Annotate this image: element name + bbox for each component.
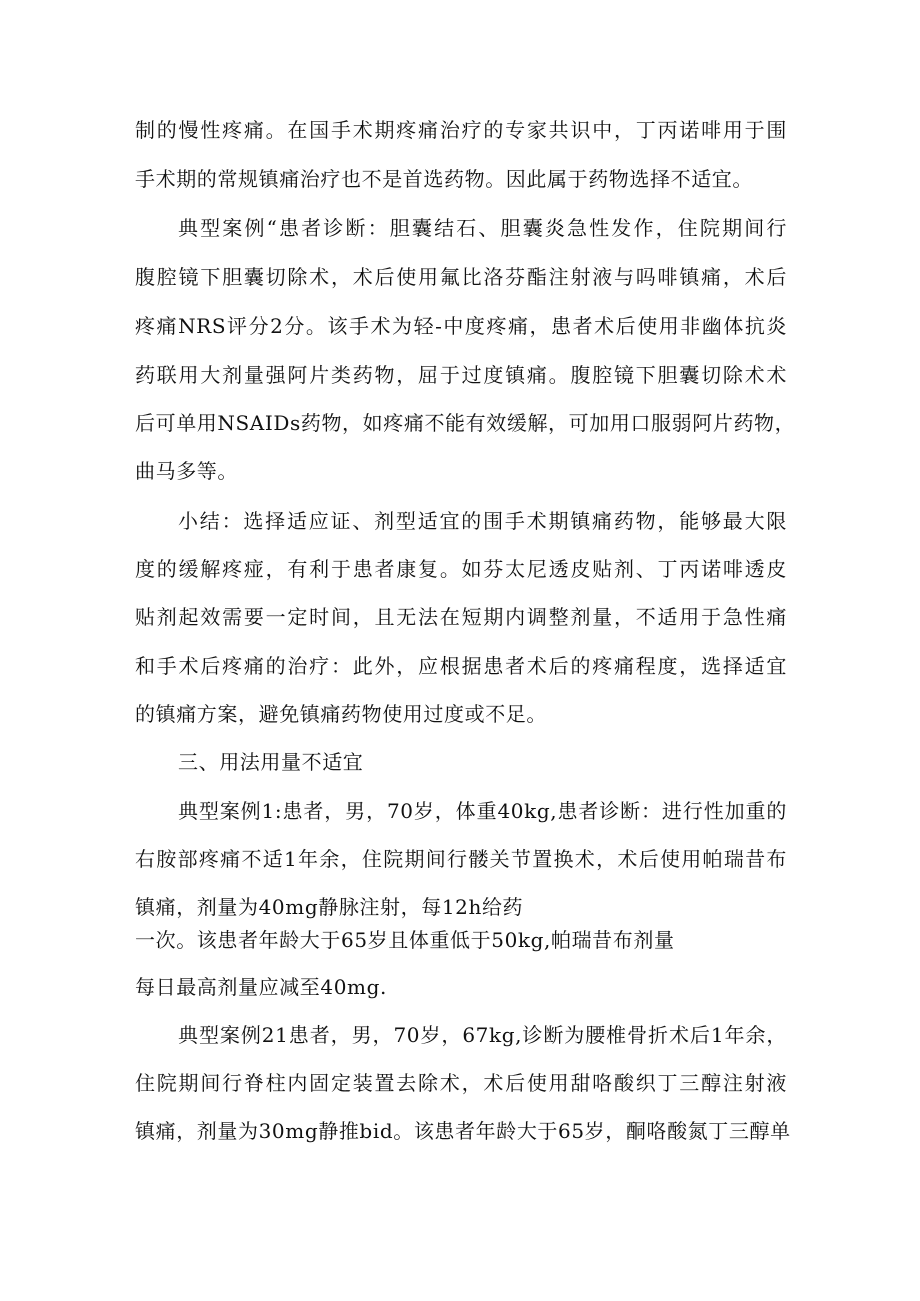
- paragraph-2-line-2: 腹腔镜下胆囊切除术，术后使用氟比洛芬酯注射液与吗啡镇痛，术后: [135, 265, 787, 289]
- paragraph-5-line-2: 住院期间行脊柱内固定装置去除术，术后使用甜咯酸织丁三醇注射液: [135, 1071, 787, 1095]
- paragraph-2-line-3: 疼痛NRS评分2分。该手术为轻-中度疼痛，患者术后使用非幽体抗炎: [135, 314, 787, 338]
- section-heading-3: 三、用法用量不适宜: [178, 750, 364, 774]
- paragraph-4-line-3: 镇痛，剂量为40mg静脉注射，每12h给药: [135, 895, 524, 919]
- paragraph-2-line-6: 曲马多等。: [135, 459, 238, 483]
- paragraph-5-line-1: 典型案例21患者，男，70岁，67kg,诊断为腰椎骨折术后1年余，: [178, 1023, 787, 1047]
- paragraph-2-line-1: 典型案例“患者诊断：胆囊结石、胆囊炎急性发作，住院期间行: [178, 216, 787, 240]
- paragraph-3-line-3: 贴剂起效需要一定时间，且无法在短期内调整剂量，不适用于急性痛: [135, 605, 787, 629]
- paragraph-3-line-5: 的镇痛方案，避免镇痛药物使用过度或不足。: [135, 702, 547, 726]
- paragraph-3-line-4: 和手术后疼痛的治疗：此外，应根据患者术后的疼痛程度，选择适宜: [135, 654, 787, 678]
- paragraph-4-line-5: 每日最高剂量应减至40mg.: [135, 975, 387, 999]
- paragraph-4-line-1: 典型案例1:患者，男，70岁，体重40kg,患者诊断：进行性加重的: [178, 799, 787, 823]
- paragraph-2-line-4: 药联用大剂量强阿片类药物，屈于过度镇痛。腹腔镜下胆囊切除术术: [135, 363, 787, 387]
- paragraph-2-line-5: 后可单用NSAIDs药物，如疼痛不能有效缓解，可加用口服弱阿片药物，: [135, 411, 796, 435]
- paragraph-3-line-2: 度的缓解疼痖，有利于患者康复。如芬太尼透皮贴剂、丁丙诺啡透皮: [135, 557, 787, 581]
- paragraph-4-line-4: 一次。该患者年龄大于65岁且体重低于50kg,帕瑞昔布剂量: [135, 928, 675, 952]
- paragraph-3-line-1: 小结：选择适应证、剂型适宜的围手术期镇痛药物，能够最大限: [178, 509, 787, 533]
- paragraph-5-line-3: 镇痛，剂量为30mg静推bid。该患者年龄大于65岁，酮咯酸氮丁三醇单: [135, 1119, 791, 1143]
- paragraph-1-line-1: 制的慢性疼痛。在国手术期疼痛治疗的专家共识中，丁丙诺啡用于围: [135, 118, 787, 142]
- paragraph-1-line-2: 手术期的常规镇痛治疗也不是首选药物。因此属于药物选择不适宜。: [135, 167, 753, 191]
- paragraph-4-line-2: 右胺部疼痛不适1年余，住院期间行髅关节置换术，术后使用帕瑞昔布: [135, 847, 787, 871]
